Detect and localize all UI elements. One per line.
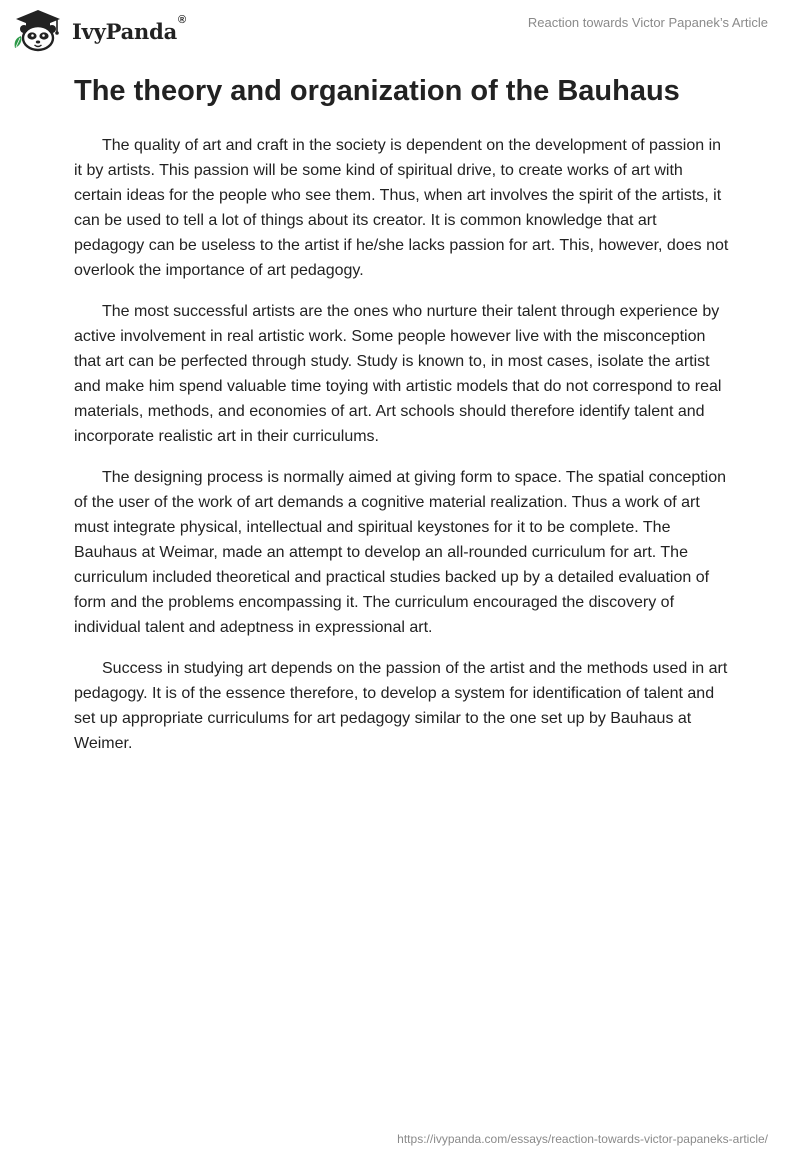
document-title: Reaction towards Victor Papanek’s Article bbox=[527, 15, 768, 30]
paragraph: The quality of art and craft in the society is dependent on the development of passion in it by artists. This passion will be some kind of spiritual drive, to create works of art with certain ideas for the people who see them. Thus, when art involves the spirit of the artists, it can be used to tell a lot of things about its creator. It is common knowledge that art pedagogy can be useless to the artist if he/she lacks passion for art. This, however, does not overlook the importance of art pedagogy. bbox=[74, 137, 729, 279]
panda-graduation-cap-icon bbox=[12, 8, 64, 52]
paragraph: The designing process is normally aimed at giving form to space. The spatial conception of the user of the work of art demands a cognitive material realization. Thus a work of art must integrate physical, intellectual and spiritual keystones for it to be complete. The Bauhaus at Weimar, made an attempt to develop an all-rounded curriculum for art. The curriculum included theoretical and practical studies backed up by a detailed evaluation of form and the problems encompassing it. The curriculum encouraged the discovery of individual talent and adeptness in expressional art. bbox=[74, 469, 727, 636]
page-header bbox=[0, 0, 800, 64]
article-body bbox=[74, 72, 730, 772]
paragraph: Success in studying art depends on the passion of the artist and the methods used in art pedagogy. It is of the essence therefore, to develop a system for identification of talent and set up appropriate curriculums for art pedagogy similar to the one set up by Bauhaus at Weimer. bbox=[74, 660, 728, 752]
paragraph: The most successful artists are the ones who nurture their talent through experience by active involvement in real artistic work. Some people however live with the misconception that art can be perfected through study. Study is known to, in most cases, isolate the artist and make him spend valuable time toying with artistic models that do not correspond to real materials, methods, and economies of art. Art schools should therefore identify talent and incorporate realistic art in their curriculums. bbox=[74, 303, 722, 445]
ivypanda-logo[interactable] bbox=[12, 8, 186, 52]
logo-wordmark: IvyPanda® bbox=[72, 13, 186, 44]
article-heading: The theory and organization of the Bauhaus bbox=[74, 75, 680, 107]
source-url[interactable]: https://ivypanda.com/essays/reaction-towards-victor-papaneks-article/ bbox=[397, 1132, 768, 1146]
